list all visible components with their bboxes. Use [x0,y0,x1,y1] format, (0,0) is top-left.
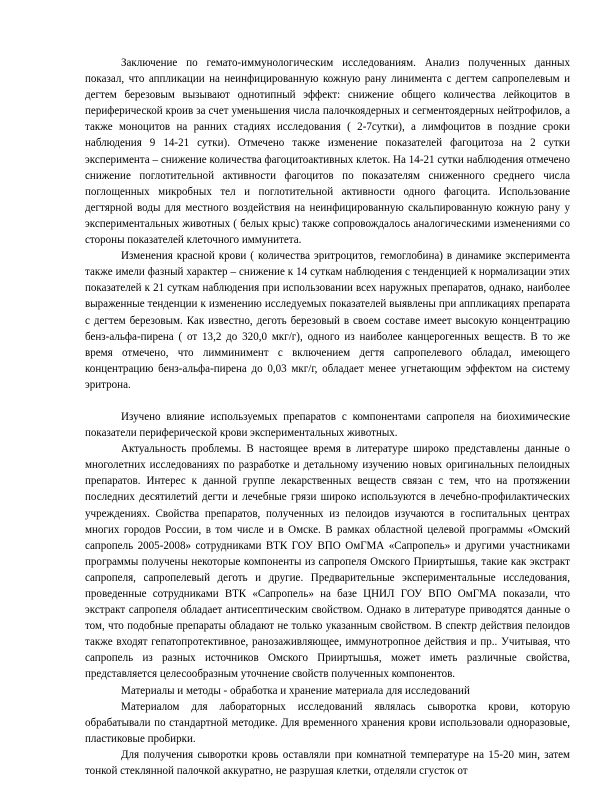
document-body [85,55,570,779]
paragraph-relevance: Актуальность проблемы. В настоящее время в литературе широко представлены данные о многолетних исследованиях по разработке и детальному изучению новых оригинальных пелоидных препаратов. Интерес к данной группе лекарственных веществ связан с тем, что на протяжении последних десятилетий дегти и лечебные грязи широко используются в лечебно-профилактических учреждениях. Свойства препаратов, полученных из пелоидов изучаются в госпитальных центрах многих городов России, в том числе и в Омске. В рамках областной целевой программы «Омский сапропель 2005-2008» сотрудниками ВТК ГОУ ВПО ОмГМА «Сапропель» и другими участниками программы получены некоторые компоненты из сапропеля Омского Прииртышья, такие как экстракт сапропеля, сапропелевый деготь и другие. Предварительные экспериментальные исследования, проведенные сотрудниками ВТК «Сапропель» на базе ЦНИЛ ГОУ ВПО ОмГМА показали, что экстракт сапропеля обладает антисептическим свойством. Однако в литературе приводятся данные о том, что подобные препараты обладают не только указанным свойством. В спектр действия пелоидов также входят гепатопротективное, ранозаживляющее, иммунотропное действия и пр.. Учитывая, что сапропель из разных источников Омского Прииртышья, может иметь различные свойства, представляется целесообразным уточнение свойств полученных компонентов. [85,443,570,681]
paragraph-red-blood-changes: Изменения красной крови ( количества эритроцитов, гемоглобина) в динамике эксперимента также имели фазный характер – снижение к 14 суткам наблюдения с тенденцией к нормализации этих показателей к 21 суткам наблюдения при использовании всех наружных препаратов, однако, наиболее выраженные тенденции к изменению исследуемых показателей выявлены при аппликациях препарата с дегтем березовым. Как известно, деготь березовый в своем составе имеет высокую концентрацию бенз-альфа-пирена ( от 13,2 до 320,0 мкг/г), одного из наиболее канцерогенных веществ. В то же время отмечено, что лимминимент с включением дегтя сапропелевого обладал, имеющего концентрацию бенз-альфа-пирена до 0,03 мкг/г, обладает менее угнетающим эффектом на систему эритрона. [85,250,570,391]
section-heading-materials-methods: Материалы и методы - обработка и хранение материала для исследований [121,684,470,697]
paragraph-serum-material: Материалом для лабораторных исследований являлась сыворотка крови, которую обрабатывали по стандартной методике. Для временного хранения крови использовали одноразовые, пластиковые пробирки. [85,700,570,745]
paragraph-biochemical-study: Изучено влияние используемых препаратов с компонентами сапропеля на биохимические показатели периферической крови экспериментальных животных. [85,410,570,440]
paragraph-serum-preparation: Для получения сыворотки кровь оставляли при комнатной температуре на 15-20 мин, затем тонкой стеклянной палочкой аккуратно, не разрушая клетки, отделяли сгусток от [85,748,570,778]
paragraph-hemato-immunological-conclusion: Заключение по гемато-иммунологическим исследованиям. Анализ полученных данных показал, что аппликации на неинфицированную кожную рану линимента с дегтем сапропелевым и дегтем березовым вызывают однотипный эффект: снижение общего количества лейкоцитов в периферической кроив за счет уменьшения числа палочкоядерных и сегментоядерных нейтрофилов, а также моноцитов на ранних стадиях исследования ( 2-7сутки), а лимфоцитов в поздние сроки наблюдения 9 14-21 сутки). Отмечено также изменение показателей фагоцитоза на 2 сутки эксперимента – снижение количества фагоцитоактивных клеток. На 14-21 сутки наблюдения отмечено снижение поглотительной активности фагоцитов по показателям сниженного среднего числа поглощенных микробных тел и поглотительной активности одного фагоцита. Использование дегтярной воды для местного воздействия на неинфицированную скальпированную кожную рану у экспериментальных животных ( белых крыс) также сопровождалось аналогическими изменениями со стороны показателей клеточного иммунитета. [85,57,570,247]
